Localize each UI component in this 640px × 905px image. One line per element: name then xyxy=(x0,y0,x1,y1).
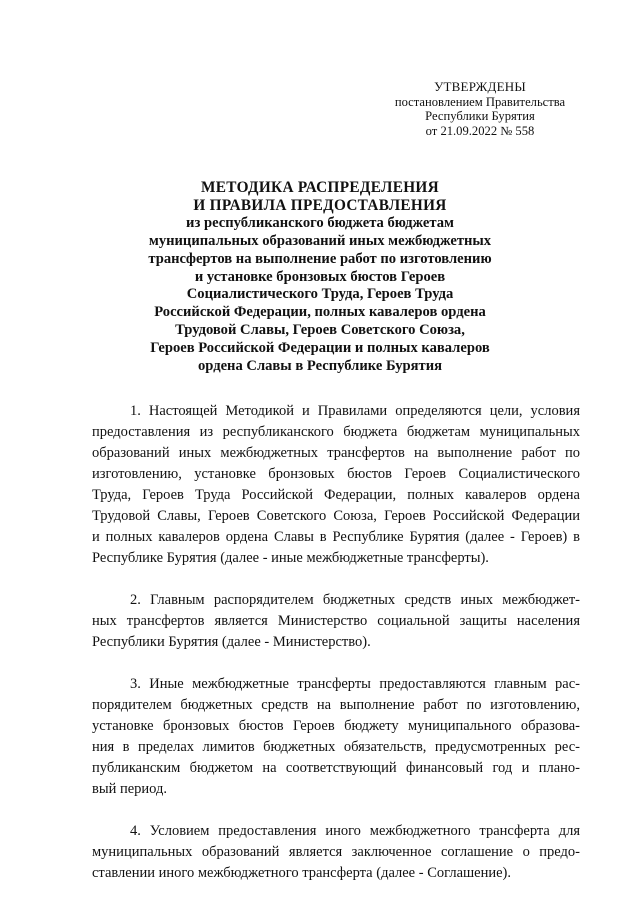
paragraph-line: порядителем бюджетных средств на выполнение работ по изготовлению, xyxy=(92,697,580,713)
paragraph-line: вый период. xyxy=(92,781,168,797)
title-line: и установке бронзовых бюстов Героев xyxy=(194,268,446,285)
paragraph-line: 2. Главным распорядителем бюджетных средств иных межбюджет- xyxy=(130,592,580,608)
paragraph-4 xyxy=(92,821,580,884)
paragraph-line: муниципальных образований является заключенное соглашение о предо- xyxy=(92,844,580,860)
title-line: Героев Российской Федерации и полных кавалеров xyxy=(150,340,490,357)
paragraph-2 xyxy=(92,590,580,653)
approval-stamp xyxy=(380,80,580,138)
paragraph-spacer xyxy=(92,569,580,590)
paragraph-line: Республики Бурятия (далее - Министерство). xyxy=(92,634,371,650)
paragraph-line: 1. Настоящей Методикой и Правилами определяются цели, условия xyxy=(130,403,580,419)
paragraph-line: ставлении иного межбюджетного трансферта (далее - Соглашение). xyxy=(92,865,512,881)
paragraph-line: публиканским бюджетом на соответствующий финансовый год и плано- xyxy=(92,760,580,776)
title-line: Социалистического Труда, Героев Труда xyxy=(186,286,454,303)
paragraph-3 xyxy=(92,674,580,800)
title-line: МЕТОДИКА РАСПРЕДЕЛЕНИЯ xyxy=(201,179,439,196)
paragraph-spacer xyxy=(92,800,580,821)
title-line: И ПРАВИЛА ПРЕДОСТАВЛЕНИЯ xyxy=(193,196,447,214)
paragraph-line: предоставления из республиканского бюджета бюджетам муниципальных xyxy=(92,424,580,440)
title-line: Российской Федерации, полных кавалеров ордена xyxy=(154,304,486,321)
paragraph-line: изготовлению, установке бронзовых бюстов Героев Социалистического xyxy=(92,466,580,482)
title-line: трансфертов на выполнение работ по изготовлению xyxy=(148,250,492,267)
paragraph-line: Республике Бурятия (далее - иные межбюджетные трансферты). xyxy=(92,550,489,566)
paragraph-line: 4. Условием предоставления иного межбюджетного трансферта для xyxy=(130,823,580,839)
approval-date: от 21.09.2022 № 558 xyxy=(425,123,535,138)
approval-line: постановлением Правительства xyxy=(394,94,566,109)
approval-line: Республики Бурятия xyxy=(425,109,535,123)
paragraph-line: образований иных межбюджетных трансфертов на выполнение работ по xyxy=(92,445,580,461)
paragraph-line: Труда, Героев Труда Российской Федерации, полных кавалеров ордена xyxy=(92,487,580,503)
approval-title: УТВЕРЖДЕНЫ xyxy=(434,79,526,94)
document-body xyxy=(92,401,580,884)
title-line: из республиканского бюджета бюджетам xyxy=(186,214,454,231)
paragraph-line: ния в пределах лимитов бюджетных обязательств, предусмотренных рес- xyxy=(92,739,580,755)
paragraph-1 xyxy=(92,401,580,569)
title-line: муниципальных образований иных межбюджетных xyxy=(148,232,492,249)
paragraph-line: и полных кавалеров ордена Славы в Республике Бурятия (далее - Героев) в xyxy=(92,529,580,545)
paragraph-line: установке бронзовых бюстов Героев бюджету муниципального образова- xyxy=(92,718,580,734)
paragraph-line: ных трансфертов является Министерство социальной защиты населения xyxy=(92,613,580,629)
title-line: Трудовой Славы, Героев Советского Союза, xyxy=(175,322,465,339)
paragraph-line: Трудовой Славы, Героев Советского Союза, Героев Российской Федерации xyxy=(92,508,580,524)
paragraph-spacer xyxy=(92,653,580,674)
paragraph-line: 3. Иные межбюджетные трансферты предоставляются главным рас- xyxy=(130,676,580,692)
document-title xyxy=(100,179,540,376)
title-line: ордена Славы в Республике Бурятия xyxy=(197,358,443,375)
